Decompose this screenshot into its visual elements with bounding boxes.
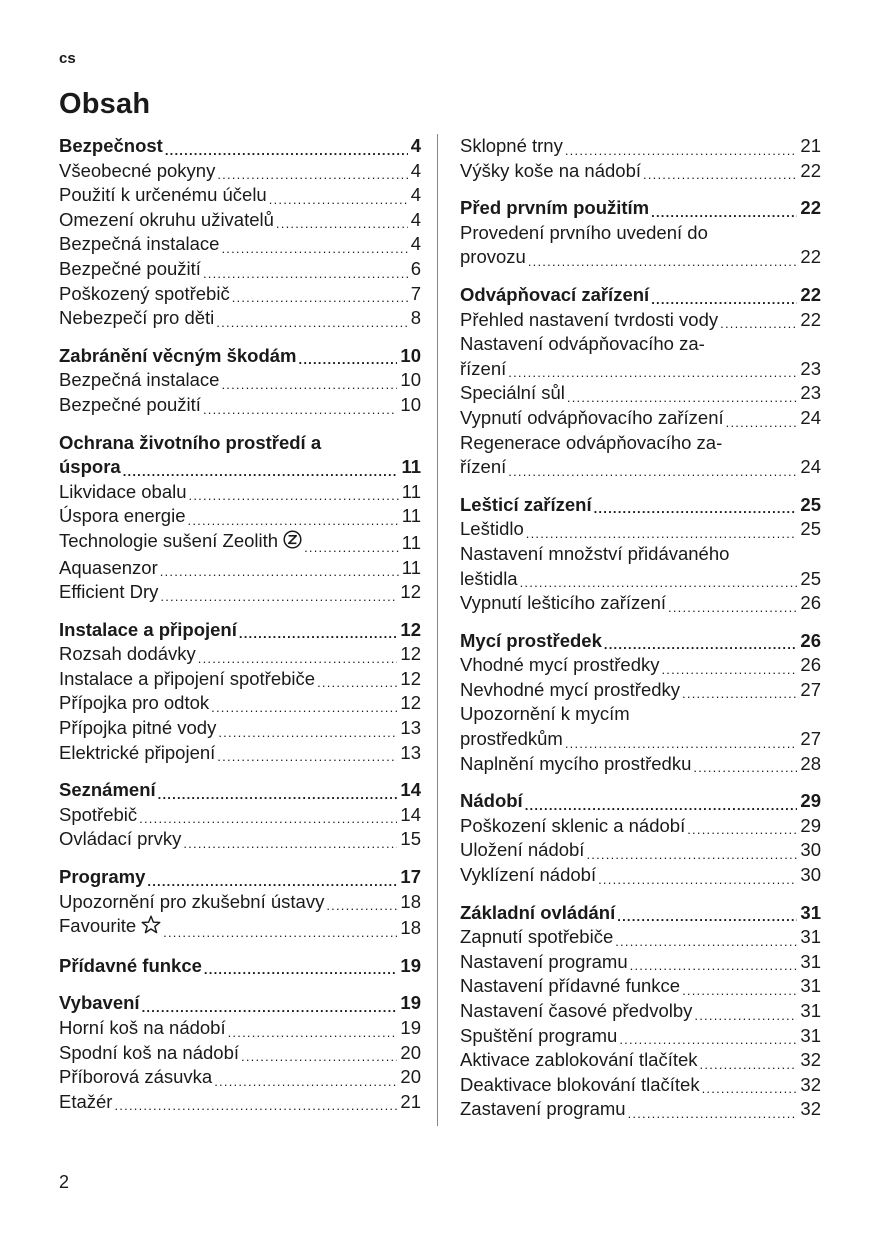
toc-entry-line[interactable]: Nastavení množství přidávaného xyxy=(460,542,730,564)
toc-heading[interactable]: Vybavení . . . 19 xyxy=(59,991,421,1016)
toc-heading[interactable]: Seznámení . . . 14 xyxy=(59,778,421,803)
toc-entry[interactable]: Likvidace obalu . . . 11 xyxy=(59,480,421,505)
toc-section-zabraneni xyxy=(59,344,421,418)
toc-section-nadobi xyxy=(460,789,821,887)
toc-entry[interactable]: Omezení okruhu uživatelů . . . 4 xyxy=(59,208,421,233)
toc-entry[interactable]: Naplnění mycího prostředku . . . 28 xyxy=(460,752,821,777)
page-number: 2 xyxy=(59,1172,70,1192)
toc-entry[interactable]: Přípojka pitné vody . . . 13 xyxy=(59,716,421,741)
toc-entry-line[interactable]: Provedení prvního uvedení do xyxy=(460,221,708,243)
toc-entry-line[interactable]: Regenerace odvápňovacího za- xyxy=(460,431,723,453)
toc-heading[interactable]: Odvápňovací zařízení . . . 22 xyxy=(460,283,821,308)
toc-entry[interactable]: Ovládací prvky . . . 15 xyxy=(59,827,421,852)
toc-entry[interactable]: Vhodné mycí prostředky . . . 26 xyxy=(460,653,821,678)
toc-entry-line[interactable]: Upozornění k mycím xyxy=(460,703,630,725)
toc-entry[interactable]: Spodní koš na nádobí . . . 20 xyxy=(59,1041,421,1066)
toc-entry[interactable]: řízení . . . 24 xyxy=(460,455,821,480)
toc-entry[interactable]: Výšky koše na nádobí . . . 22 xyxy=(460,159,821,184)
toc-section-zakladni-ovladani xyxy=(460,901,821,1122)
toc-entry[interactable]: Přehled nastavení tvrdosti vody . . . 22 xyxy=(460,308,821,333)
toc-section-instalace xyxy=(59,618,421,766)
column-divider xyxy=(437,134,438,1126)
toc-entry[interactable]: Elektrické připojení . . . 13 xyxy=(59,741,421,766)
toc-heading[interactable]: Instalace a připojení . . . 12 xyxy=(59,618,421,643)
toc-entry[interactable]: Technologie sušení Zeolith . . . 11 xyxy=(59,529,421,556)
toc-entry[interactable]: Bezpečné použití . . . 10 xyxy=(59,393,421,418)
page-title: Obsah xyxy=(59,88,151,120)
toc-section-pridavne-funkce xyxy=(59,954,421,979)
toc-section-ochrana xyxy=(59,431,421,605)
toc-entry[interactable]: Favourite . . . 18 xyxy=(59,914,421,941)
toc-entry[interactable]: Upozornění pro zkušební ústavy . . . 18 xyxy=(59,890,421,915)
toc-entry[interactable]: Použití k určenému účelu . . . 4 xyxy=(59,183,421,208)
toc-entry[interactable]: Zapnutí spotřebiče . . . 31 xyxy=(460,925,821,950)
toc-entry[interactable]: Leštidlo . . . 25 xyxy=(460,517,821,542)
toc-heading[interactable]: Základní ovládání . . . 31 xyxy=(460,901,821,926)
toc-entry[interactable]: Uložení nádobí . . . 30 xyxy=(460,838,821,863)
toc-entry[interactable]: Vypnutí odvápňovacího zařízení . . . 24 xyxy=(460,406,821,431)
toc-entry[interactable]: prostředkům . . . 27 xyxy=(460,727,821,752)
toc-entry[interactable]: Nastavení časové předvolby . . . 31 xyxy=(460,999,821,1024)
toc-entry[interactable]: řízení . . . 23 xyxy=(460,357,821,382)
toc-entry[interactable]: Bezpečná instalace . . . 10 xyxy=(59,368,421,393)
toc-section-programy xyxy=(59,865,421,941)
toc-entry[interactable]: provozu . . . 22 xyxy=(460,245,821,270)
toc-heading-line[interactable]: Ochrana životního prostředí a xyxy=(59,431,322,453)
toc-entry[interactable]: Zastavení programu . . . 32 xyxy=(460,1097,821,1122)
toc-heading[interactable]: Přídavné funkce . . . 19 xyxy=(59,954,421,979)
zeolith-icon xyxy=(283,530,302,556)
toc-entry[interactable]: Aktivace zablokování tlačítek . . . 32 xyxy=(460,1048,821,1073)
star-icon xyxy=(141,915,161,941)
toc-entry[interactable]: Sklopné trny . . . 21 xyxy=(460,134,821,159)
toc-entry[interactable]: Poškození sklenic a nádobí . . . 29 xyxy=(460,814,821,839)
toc-entry[interactable]: Horní koš na nádobí . . . 19 xyxy=(59,1016,421,1041)
toc-entry[interactable]: Nastavení přídavné funkce . . . 31 xyxy=(460,974,821,999)
toc-section-pred-prvnim-pouzitim xyxy=(460,196,821,270)
toc-entry[interactable]: Aquasenzor . . . 11 xyxy=(59,556,421,581)
toc-left-column xyxy=(59,134,421,1127)
toc-heading[interactable]: Bezpečnost . . . 4 xyxy=(59,134,421,159)
toc-heading[interactable]: úspora . . . 11 xyxy=(59,455,421,480)
toc-entry[interactable]: Instalace a připojení spotřebiče . . . 12 xyxy=(59,667,421,692)
toc-entry[interactable]: Příborová zásuvka . . . 20 xyxy=(59,1065,421,1090)
toc-entry[interactable]: leštidla . . . 25 xyxy=(460,567,821,592)
toc-entry[interactable]: Přípojka pro odtok . . . 12 xyxy=(59,691,421,716)
toc-heading[interactable]: Lešticí zařízení . . . 25 xyxy=(460,493,821,518)
toc-section-odvapnovaci xyxy=(460,283,821,480)
toc-section-lestici xyxy=(460,493,821,616)
toc-entry[interactable]: Etažér . . . 21 xyxy=(59,1090,421,1115)
toc-heading[interactable]: Před prvním použitím . . . 22 xyxy=(460,196,821,221)
toc-section-bezpecnost xyxy=(59,134,421,331)
toc-entry[interactable]: Speciální sůl . . . 23 xyxy=(460,381,821,406)
toc-entry[interactable]: Vyklízení nádobí . . . 30 xyxy=(460,863,821,888)
toc-entry[interactable]: Bezpečné použití . . . 6 xyxy=(59,257,421,282)
toc-section-continued xyxy=(460,134,821,183)
toc-right-column xyxy=(460,134,821,1135)
toc-entry[interactable]: Nevhodné mycí prostředky . . . 27 xyxy=(460,678,821,703)
language-code: cs xyxy=(59,50,76,67)
toc-heading[interactable]: Programy . . . 17 xyxy=(59,865,421,890)
toc-entry[interactable]: Spotřebič . . . 14 xyxy=(59,803,421,828)
toc-heading[interactable]: Mycí prostředek . . . 26 xyxy=(460,629,821,654)
toc-entry[interactable]: Poškozený spotřebič . . . 7 xyxy=(59,282,421,307)
toc-section-myci-prostredek xyxy=(460,629,821,777)
toc-entry[interactable]: Spuštění programu . . . 31 xyxy=(460,1024,821,1049)
toc-heading[interactable]: Zabránění věcným škodám . . . 10 xyxy=(59,344,421,369)
toc-entry[interactable]: Efficient Dry . . . 12 xyxy=(59,580,421,605)
toc-entry-line[interactable]: Nastavení odvápňovacího za- xyxy=(460,333,705,355)
toc-entry[interactable]: Rozsah dodávky . . . 12 xyxy=(59,642,421,667)
toc-entry[interactable]: Nebezpečí pro děti . . . 8 xyxy=(59,306,421,331)
toc-entry[interactable]: Bezpečná instalace . . . 4 xyxy=(59,232,421,257)
toc-entry[interactable]: Deaktivace blokování tlačítek . . . 32 xyxy=(460,1073,821,1098)
toc-section-vybaveni xyxy=(59,991,421,1114)
toc-entry[interactable]: Vypnutí lešticího zařízení . . . 26 xyxy=(460,591,821,616)
toc-entry[interactable]: Všeobecné pokyny . . . 4 xyxy=(59,159,421,184)
toc-entry[interactable]: Nastavení programu . . . 31 xyxy=(460,950,821,975)
toc-section-seznameni xyxy=(59,778,421,852)
toc-entry[interactable]: Úspora energie . . . 11 xyxy=(59,504,421,529)
toc-heading[interactable]: Nádobí . . . 29 xyxy=(460,789,821,814)
